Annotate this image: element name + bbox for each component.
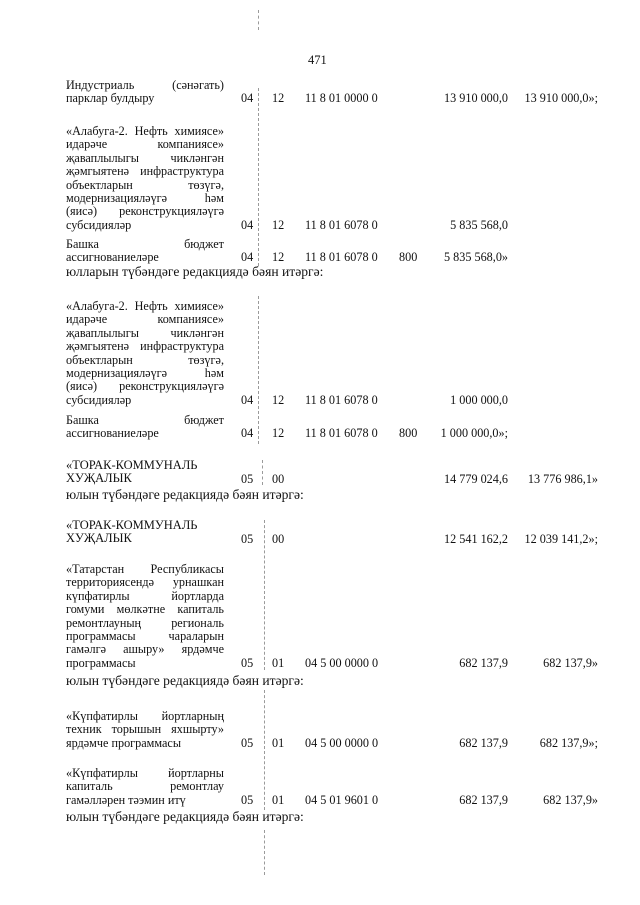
column-separator [258,10,259,30]
subsection-code: 12 [272,91,285,105]
amount-col2: 682 137,9» [543,793,598,807]
target-article-code: 11 8 01 6078 0 [305,393,378,407]
description-line: Башка бюджет [66,413,224,427]
column-separator [264,830,265,875]
description-line: «Күпфатирлы йортларны [66,766,224,780]
amount-col1: 682 137,9 [459,656,508,670]
target-article-code: 11 8 01 0000 0 [305,91,378,105]
section-code: 04 [241,250,254,264]
description-line: «Татарстан Республикасы [66,562,224,576]
column-separator [264,690,265,810]
section-code: 05 [241,793,254,807]
section-code: 04 [241,218,254,232]
amount-col2: 13 776 986,1» [527,472,598,486]
amount-col1: 682 137,9 [459,736,508,750]
description-line: Башка бюджет [66,237,224,251]
description-line: техник торышын яхшырту» [66,722,224,737]
amount-col1: 5 835 568,0 [450,218,508,232]
description-line: җаваплылыгы чикләнгән [66,150,224,165]
row-description [66,563,224,670]
amount-col2: 682 137,9»; [539,736,598,750]
amount-col1: 12 541 162,2 [444,532,508,546]
subsection-code: 00 [272,472,285,486]
amount-col1: 5 835 568,0» [444,250,508,264]
description-line: «Күпфатирлы йортларның [66,709,224,723]
amount-col1: 14 779 024,6 [444,472,508,486]
row-description [66,125,224,232]
description-line: (яисә) реконструкцияләүгә [66,204,224,219]
table-row [66,519,224,546]
row-description [66,767,224,807]
description-line: җәмгыятенә инфраструктура [66,339,224,354]
target-article-code: 04 5 01 9601 0 [305,793,379,807]
description-line: ХУҖАЛЫК [66,531,132,546]
description-line: җәмгыятенә инфраструктура [66,164,224,179]
amount-col1: 682 137,9 [459,793,508,807]
description-line: ярдәмче программасы [66,735,182,750]
subsection-code: 01 [272,656,285,670]
amount-col2: 13 910 000,0»; [524,91,598,105]
description-line: парклар булдыру [66,91,155,106]
section-code: 05 [241,532,254,546]
column-separator [258,296,259,444]
subsection-code: 12 [272,218,285,232]
expense-type-code: 800 [399,250,418,264]
description-line: субсидияләр [66,217,132,232]
description-line: объектларын төзүгә, [66,177,224,192]
description-line: гамәлләрен тәэмин итү [66,792,186,807]
target-article-code: 11 8 01 6078 0 [305,250,378,264]
instruction-note: юлын түбәндәге редакциядә бәян итәргә: [66,809,304,824]
instruction-note: юлларын түбәндәге редакциядә бәян итәргә: [66,264,324,279]
amount-col1: 1 000 000,0»; [440,426,508,440]
column-separator [262,460,263,485]
description-line: «ТОРАК-КОММУНАЛЬ [66,458,198,472]
subsection-code: 12 [272,426,285,440]
description-line: «Алабуга-2. Нефть химиясе» [66,299,224,313]
description-line: ремонтлауның региональ [66,615,224,630]
table-row [66,300,224,407]
section-code: 04 [241,426,254,440]
subsection-code: 01 [272,793,285,807]
description-line: территориясендә урнашкан [66,575,224,590]
table-row [66,414,224,441]
target-article-code: 11 8 01 6078 0 [305,218,378,232]
table-row [66,563,224,670]
table-row [66,238,224,265]
amount-col2: 682 137,9» [543,656,598,670]
section-code: 05 [241,736,254,750]
instruction-note: юлын түбәндәге редакциядә бәян итәргә: [66,487,304,502]
target-article-code: 11 8 01 6078 0 [305,426,378,440]
table-row [66,710,224,750]
subsection-code: 00 [272,532,285,546]
description-line: күпфатирлы йортларда [66,588,224,603]
description-line: гомуми мөлкәтне капиталь [66,602,224,617]
description-line: модернизацияләүгә һәм [66,366,224,381]
amount-col1: 13 910 000,0 [444,91,508,105]
description-line: ассигнованиеләре [66,250,159,265]
description-line: субсидияләр [66,392,132,407]
description-line: программасы [66,655,136,670]
expense-type-code: 800 [399,426,418,440]
subsection-code: 01 [272,736,285,750]
row-description [66,519,224,546]
description-line: җаваплылыгы чикләнгән [66,325,224,340]
description-line: (яисә) реконструкцияләүгә [66,379,224,394]
table-row [66,767,224,807]
description-line: идарәче компаниясе» [66,312,224,327]
column-separator [264,520,265,670]
instruction-note: юлын түбәндәге редакциядә бәян итәргә: [66,673,304,688]
subsection-code: 12 [272,250,285,264]
row-description [66,414,224,441]
row-description [66,79,224,106]
description-line: «ТОРАК-КОММУНАЛЬ [66,518,198,532]
description-line: «Алабуга-2. Нефть химиясе» [66,124,224,138]
table-row [66,459,224,486]
row-description [66,300,224,407]
description-line: Индустриаль (сәнәгать) [66,78,224,92]
amount-col2: 12 039 141,2»; [524,532,598,546]
description-line: модернизацияләүгә һәм [66,191,224,206]
section-code: 04 [241,91,254,105]
target-article-code: 04 5 00 0000 0 [305,656,379,670]
section-code: 04 [241,393,254,407]
section-code: 05 [241,656,254,670]
subsection-code: 12 [272,393,285,407]
row-description [66,238,224,265]
section-code: 05 [241,472,254,486]
description-line: ассигнованиеләре [66,426,159,441]
description-line: ХУҖАЛЫК [66,471,132,486]
description-line: капиталь ремонтлау [66,779,224,794]
description-line: гамәлгә ашыру» ярдәмче [66,642,224,657]
table-row [66,79,224,106]
row-description [66,459,224,486]
row-description [66,710,224,750]
amount-col1: 1 000 000,0 [450,393,508,407]
description-line: идарәче компаниясе» [66,137,224,152]
target-article-code: 04 5 00 0000 0 [305,736,379,750]
table-row [66,125,224,232]
page-number: 471 [308,53,327,67]
description-line: программасы чараларын [66,629,224,644]
description-line: объектларын төзүгә, [66,352,224,367]
column-separator [258,88,259,266]
